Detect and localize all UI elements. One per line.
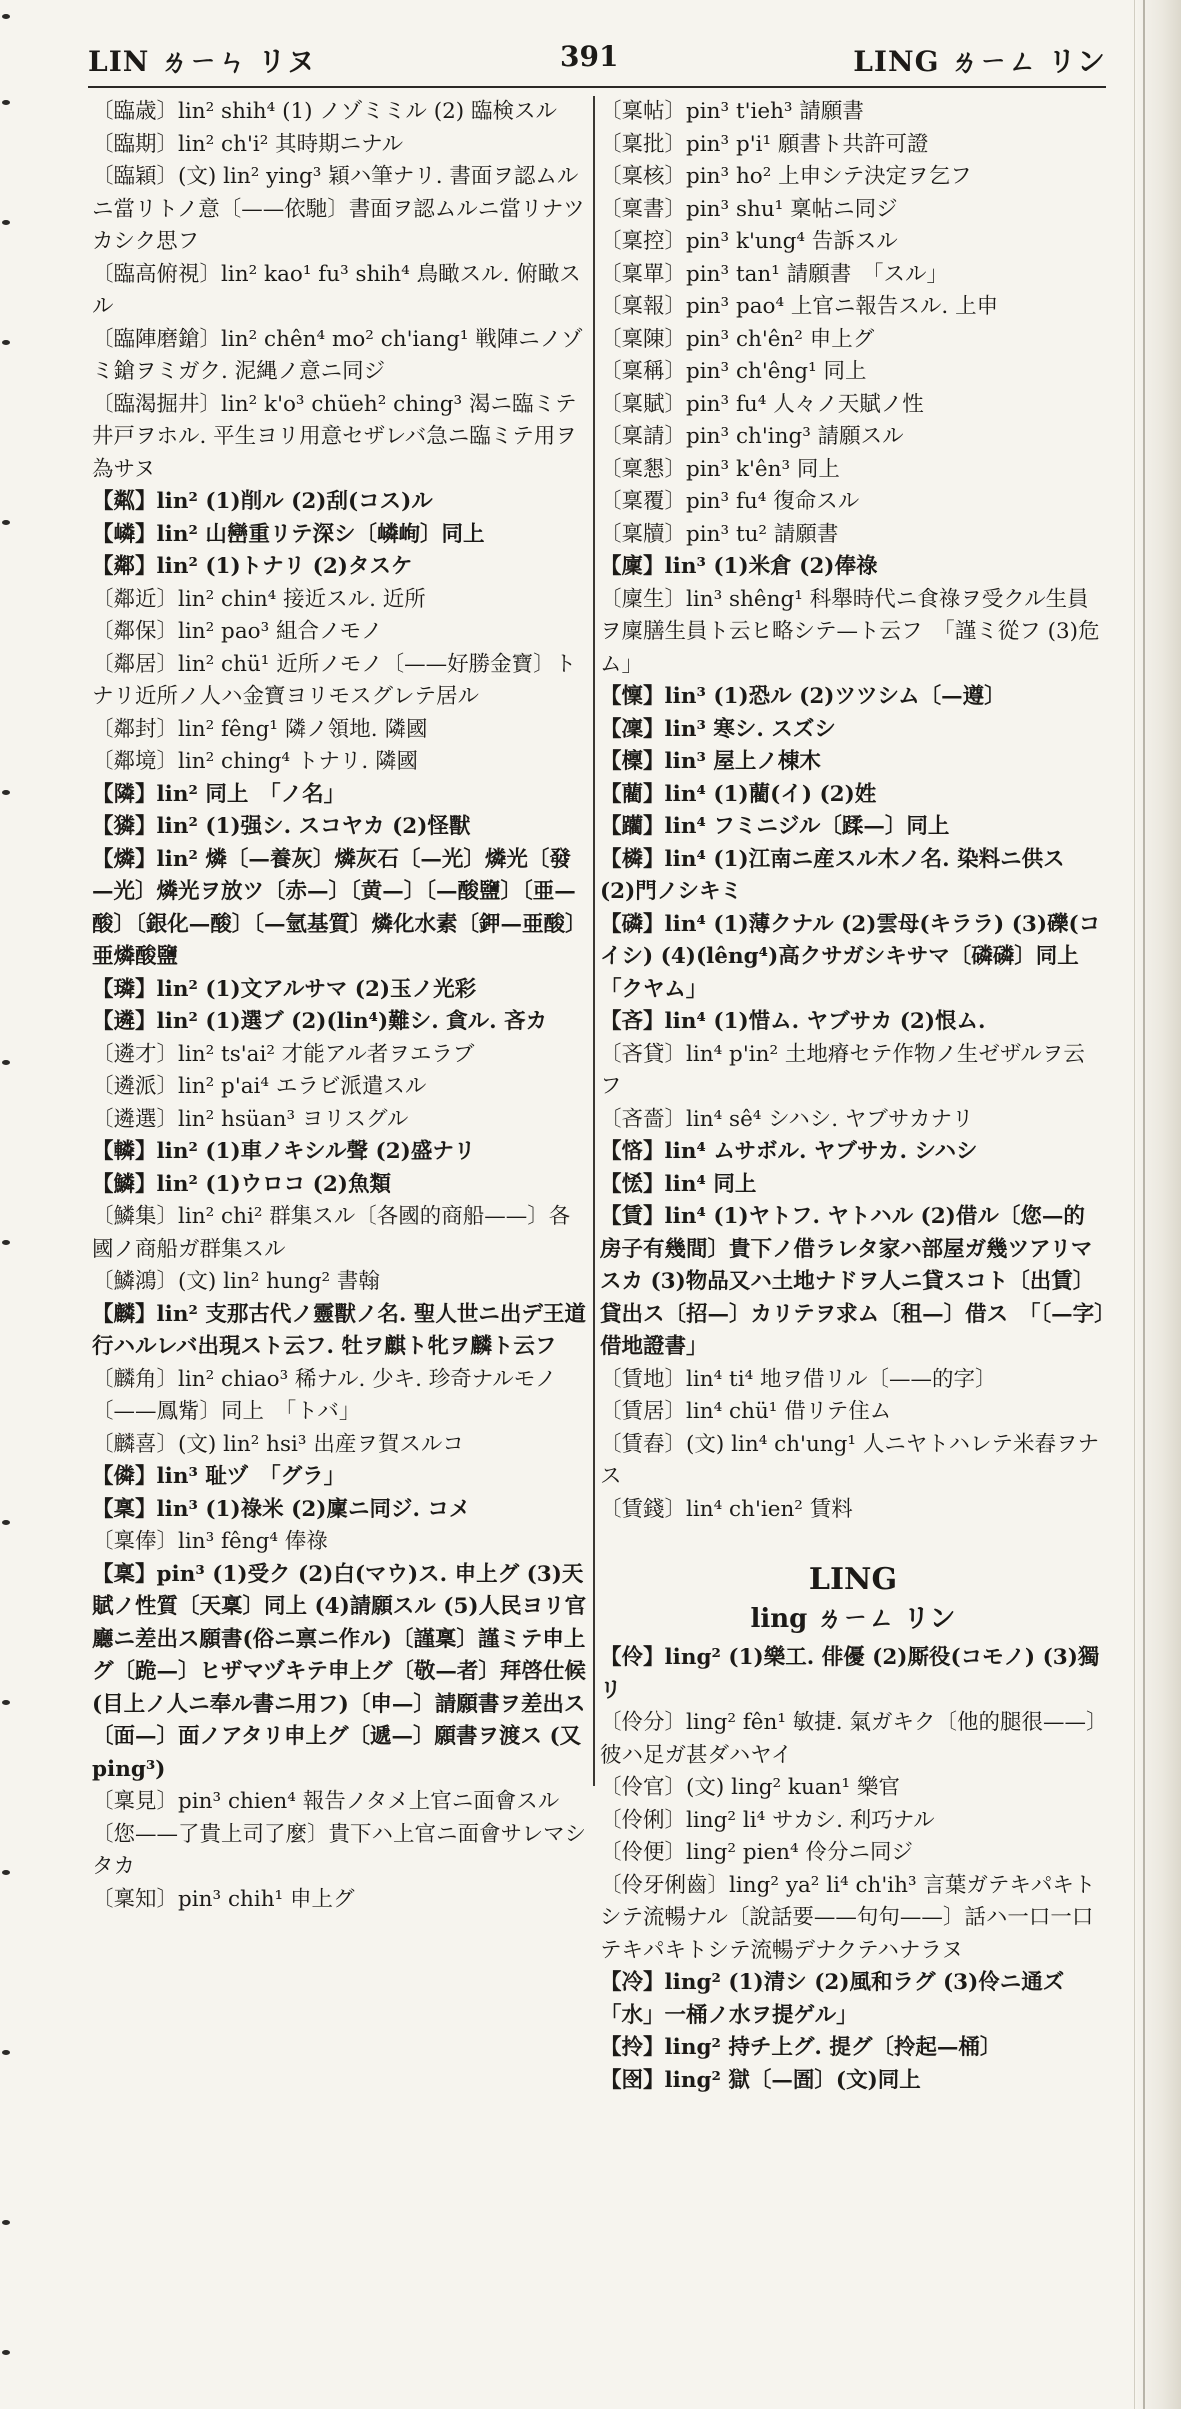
dictionary-entry: 〔稟單〕pin³ tan¹ 請願書 「スル」 xyxy=(600,261,948,287)
right-column xyxy=(600,96,1106,2366)
dictionary-entry: 【鱗】lin² (1)ウロコ (2)魚類 xyxy=(92,1171,391,1197)
dictionary-entry: 〔稟帖〕pin³ t'ieh³ 請願書 xyxy=(600,99,864,124)
dictionary-entry: 【橉】lin⁴ (1)江南ニ産スル木ノ名. 染料ニ供ス (2)門ノシキミ xyxy=(600,846,1065,904)
dictionary-entry: 〔伶俐〕ling² li⁴ サカシ. 利巧ナル xyxy=(600,1807,935,1833)
dictionary-entry: 〔稟請〕pin³ ch'ing³ 請願スル xyxy=(600,424,904,449)
dictionary-entry: 【拎】ling² 持チ上グ. 提グ〔拎起—桶〕 xyxy=(600,2035,1002,2060)
dictionary-entry: 〔稟知〕pin³ chih¹ 申上グ xyxy=(92,1886,355,1912)
dictionary-entry: 〔吝貸〕lin⁴ p'in² 土地瘠セテ作物ノ生ゼザルヲ云フ xyxy=(600,1041,1085,1099)
page-header xyxy=(88,38,1106,88)
dictionary-entry: 〔遴派〕lin² p'ai⁴ エラビ派遣スル xyxy=(92,1074,427,1099)
dictionary-entry: 【恡】lin⁴ 同上 xyxy=(600,1171,757,1197)
page-binding xyxy=(0,0,18,2409)
dictionary-entry: 〔伶分〕ling² fên¹ 敏捷. 氣ガキク〔他的腿很——〕彼ハ足ガ甚ダハヤイ xyxy=(600,1710,1097,1768)
header-right-guide: LING ㄌㄧㄥ リン xyxy=(853,45,1106,78)
dictionary-entry: 〔稟控〕pin³ k'ung⁴ 告訴スル xyxy=(600,229,898,254)
dictionary-entry: 〔鄰近〕lin² chin⁴ 接近スル. 近所 xyxy=(92,586,426,612)
dictionary-entry: 〔稟書〕pin³ shu¹ 稟帖ニ同ジ xyxy=(600,196,898,222)
dictionary-entry: 〔廩生〕lin³ shêng¹ 科舉時代ニ食祿ヲ受クル生員ヲ廩膳生員ト云ヒ略シテ—ト云フ 「謹ミ從フ (3)危ム」 xyxy=(600,586,1100,677)
dictionary-entry: 【伶】ling² (1)樂工. 俳優 (2)厮役(コモノ) (3)獨リ xyxy=(600,1645,1100,1703)
dictionary-entry: 【廩】lin³ (1)米倉 (2)俸祿 xyxy=(600,554,878,579)
dictionary-entry: 〔鱗集〕lin² chi² 群集スル〔各國的商船——〕各國ノ商船ガ群集スル xyxy=(92,1204,571,1262)
dictionary-entry: 〔臨陣磨鎗〕lin² chên⁴ mo² ch'iang¹ 戦陣ニノゾミ鎗ヲミガク. 泥縄ノ意ニ同ジ xyxy=(92,326,583,384)
dictionary-entry: 【懍】lin³ (1)恐ル (2)ツツシム〔—遵〕 xyxy=(600,684,1006,709)
dictionary-entry: 【轔】lin² (1)車ノキシル聲 (2)盛ナリ xyxy=(92,1139,476,1164)
dictionary-entry: 【鄰】lin² (1)トナリ (2)タスケ xyxy=(92,554,413,579)
section-subtitle: ling ㄌㄧㄥ リン xyxy=(750,1604,956,1634)
dictionary-entry: 〔賃錢〕lin⁴ ch'ien² 賃料 xyxy=(600,1496,853,1522)
dictionary-entry: 〔臨期〕lin² ch'i² 其時期ニナル xyxy=(92,131,404,157)
dictionary-entry: 〔鄰封〕lin² fêng¹ 隣ノ領地. 隣國 xyxy=(92,716,428,742)
dictionary-entry: 〔臨渴掘井〕lin² k'o³ chüeh² ching³ 渴ニ臨ミテ井戸ヲホル. 平生ヨリ用意セザレバ急ニ臨ミテ用ヲ為サヌ xyxy=(92,391,577,482)
dictionary-entry: 【藺】lin⁴ (1)藺(イ) (2)姓 xyxy=(600,781,877,807)
dictionary-entry: 〔麟角〕lin² chiao³ 稀ナル. 少キ. 珍奇ナルモノ〔——鳳觜〕同上 「トバ」 xyxy=(92,1366,557,1424)
dictionary-entry: 〔臨高俯視〕lin² kao¹ fu³ shih⁴ 鳥瞰スル. 俯瞰スル xyxy=(92,261,581,319)
dictionary-entry: 【麟】lin² 支那古代ノ靈獸ノ名. 聖人世ニ出デ王道行ハルレバ出現スト云フ. 牡ヲ麒ト牝ヲ麟ト云フ xyxy=(92,1301,586,1359)
dictionary-entry: 〔稟陳〕pin³ ch'ên² 申上グ xyxy=(600,326,875,352)
dictionary-entry: 【冷】ling² (1)清シ (2)風和ラグ (3)伶ニ通ズ 「水」一桶ノ水ヲ提ゲル」 xyxy=(600,1970,1086,2028)
dictionary-entry: 〔臨穎〕(文) lin² ying³ 穎ハ筆ナリ. 書面ヲ認ムルニ當リトノ意〔——依馳〕書面ヲ認ムルニ當リナツカシク思フ xyxy=(92,164,585,254)
dictionary-entry: 【嶙】lin² 山巒重リテ深シ〔嶙峋〕同上 xyxy=(92,521,485,547)
dictionary-entry: 〔麟喜〕(文) lin² hsi³ 出産ヲ賀スルコ xyxy=(92,1431,464,1457)
dictionary-entry: 〔吝嗇〕lin⁴ sê⁴ シハシ. ヤブサカナリ xyxy=(600,1106,974,1132)
right-column-entries xyxy=(600,96,1106,1526)
dictionary-entry: 〔鄰居〕lin² chü¹ 近所ノモノ〔——好勝金寶〕トナリ近所ノ人ハ金寶ヨリモスグレテ居ル xyxy=(92,651,577,709)
dictionary-entry: 〔遴才〕lin² ts'ai² 才能アル者ヲエラブ xyxy=(92,1041,475,1067)
dictionary-entry: 〔賃地〕lin⁴ ti⁴ 地ヲ借リル〔——的字〕 xyxy=(600,1366,997,1392)
dictionary-entry: 〔伶牙俐齒〕ling² ya² li⁴ ch'ih³ 言葉ガテキパキトシテ流暢ナル〔說話要——句句——〕話ハ一口一口テキパキトシテ流暢デナクテハナラヌ xyxy=(600,1872,1096,1963)
dictionary-entry: 〔鱗鴻〕(文) lin² hung² 書翰 xyxy=(92,1269,380,1294)
dictionary-entry: 〔稟報〕pin³ pao⁴ 上官ニ報告スル. 上申 xyxy=(600,294,999,319)
dictionary-entry: 〔稟批〕pin³ p'i¹ 願書ト共許可證 xyxy=(600,131,929,157)
dictionary-entry: 〔稟懇〕pin³ k'ên³ 同上 xyxy=(600,456,840,482)
dictionary-entry: 【躪】lin⁴ フミニジル〔蹂—〕同上 xyxy=(600,814,950,839)
dictionary-entry: 〔伶便〕ling² pien⁴ 伶分ニ同ジ xyxy=(600,1840,913,1865)
right-column-entries-ling xyxy=(600,1642,1106,2097)
dictionary-entry: 〔伶官〕(文) ling² kuan¹ 樂官 xyxy=(600,1775,900,1800)
page-number: 391 xyxy=(560,40,619,73)
dictionary-entry: 〔臨歳〕lin² shih⁴ (1) ノゾミミル (2) 臨検スル xyxy=(92,99,558,124)
dictionary-entry: 【僯】lin³ 耻ヅ 「グラ」 xyxy=(92,1464,346,1489)
dictionary-entry: 【粼】lin² (1)削ル (2)刮(コス)ル xyxy=(92,489,433,514)
dictionary-entry: 【囹】ling² 獄〔—圄〕(文)同上 xyxy=(600,2067,921,2093)
section-title: LING xyxy=(808,1562,898,1597)
dictionary-entry: 〔稟核〕pin³ ho² 上申シテ決定ヲ乞フ xyxy=(600,164,972,189)
page-edge xyxy=(1134,0,1181,2409)
header-left-guide: LIN ㄌㄧㄣ リヌ xyxy=(88,45,316,78)
dictionary-entry: 〔鄰境〕lin² ching⁴ トナリ. 隣國 xyxy=(92,749,419,774)
dictionary-entry: 〔賃舂〕(文) lin⁴ ch'ung¹ 人ニヤトハレテ米舂ヲナス xyxy=(600,1431,1099,1489)
dictionary-entry: 【磷】lin⁴ (1)薄クナル (2)雲母(キララ) (3)礫(コイシ) (4)(lêng⁴)高クサガシキサマ〔磷磷〕同上 「クヤム」 xyxy=(600,911,1101,1002)
dictionary-entry: 【璘】lin² (1)文アルサマ (2)玉ノ光彩 xyxy=(92,976,477,1002)
dictionary-entry: 【燐】lin² 燐〔—養灰〕燐灰石〔—光〕燐光〔發—光〕燐光ヲ放ツ〔赤—〕〔黄—〕〔—酸鹽〕〔亜—酸〕〔銀化—酸〕〔—氫基質〕燐化水素〔鉀—亜酸〕亜燐酸鹽 xyxy=(92,846,587,969)
dictionary-entry: 〔稟見〕pin³ chien⁴ 報告ノタメ上官ニ面會スル〔您——了貴上司了麼〕貴下ハ上官ニ面會サレマシタカ xyxy=(92,1789,587,1879)
column-divider xyxy=(593,96,595,1786)
dictionary-entry: 〔稟俸〕lin³ fêng⁴ 俸祿 xyxy=(92,1529,328,1554)
dictionary-entry: 【凜】lin³ 寒シ. スズシ xyxy=(600,716,836,742)
dictionary-entry: 〔遴選〕lin² hsüan³ ヨリスグル xyxy=(92,1106,409,1132)
dictionary-entry: 〔鄰保〕lin² pao³ 組合ノモノ xyxy=(92,619,383,644)
dictionary-entry: 【稟】pin³ (1)受ク (2)白(マウ)ス. 申上グ (3)天賦ノ性質〔天稟〕同上 (4)請願スル (5)人民ヨリ官廳ニ差出ス願書(俗ニ禀ニ作ル)〔謹稟〕謹ミテ申上グ〔跪—〕ヒザマヅキテ申上グ〔敬—者〕拜啓仕候(目上ノ人ニ奉ル書ニ用フ)〔申—〕請願書ヲ差出ス〔面—〕面ノアタリ申上グ〔遞—〕願書ヲ渡ス (又 ping³) xyxy=(92,1561,587,1782)
dictionary-entry: 【悋】lin⁴ ムサボル. ヤブサカ. シハシ xyxy=(600,1139,978,1164)
dictionary-entry: 【隣】lin² 同上 「ノ名」 xyxy=(92,781,346,807)
left-column xyxy=(92,96,588,2366)
dictionary-entry: 〔稟牘〕pin³ tu² 請願書 xyxy=(600,521,839,547)
dictionary-entry: 〔稟賦〕pin³ fu⁴ 人々ノ天賦ノ性 xyxy=(600,391,924,417)
dictionary-entry: 【稟】lin³ (1)祿米 (2)廩ニ同ジ. コメ xyxy=(92,1496,471,1522)
dictionary-entry: 【遴】lin² (1)選ブ (2)(lin⁴)難シ. 貪ル. 吝カ xyxy=(92,1009,548,1034)
dictionary-entry: 【獜】lin² (1)强シ. スコヤカ (2)怪獸 xyxy=(92,814,471,839)
dictionary-entry: 【吝】lin⁴ (1)惜ム. ヤブサカ (2)恨ム. xyxy=(600,1009,986,1034)
dictionary-entry: 〔稟稱〕pin³ ch'êng¹ 同上 xyxy=(600,359,867,384)
dictionary-entry: 〔賃居〕lin⁴ chü¹ 借リテ住ム xyxy=(600,1399,892,1424)
dictionary-entry: 【賃】lin⁴ (1)ヤトフ. ヤトハル (2)借ル〔您—的房子有幾間〕貴下ノ借ラレタ家ハ部屋ガ幾ツアリマスカ (3)物品又ハ土地ナドヲ人ニ貸スコト〔出賃〕貸出ス〔招—〕カリテヲ求ム〔租—〕借ス 「〔—字〕借地證書」 xyxy=(600,1204,1105,1359)
dictionary-entry: 【檁】lin³ 屋上ノ棟木 xyxy=(600,749,821,774)
dictionary-entry: 〔稟覆〕pin³ fu⁴ 復命スル xyxy=(600,489,860,514)
